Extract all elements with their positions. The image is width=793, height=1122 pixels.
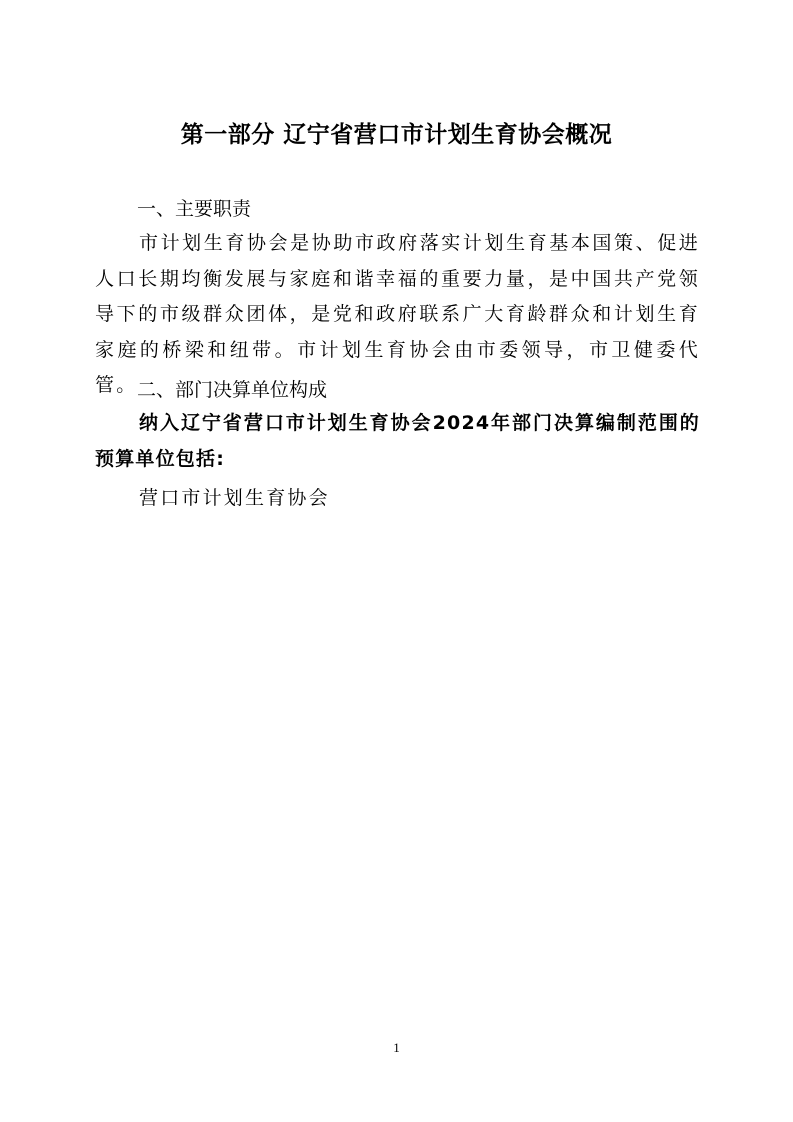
document-title: 第一部分 辽宁省营口市计划生育协会概况 [180, 122, 613, 148]
section-heading-unit-composition: 二、部门决算单位构成 [137, 379, 328, 401]
main-duties-paragraph: 市计划生育协会是协助市政府落实计划生育基本国策、促进人口长期均衡发展与家庭和谐幸福的重要力量，是中国共产党领导下的市级群众团体，是党和政府联系广大育龄群众和计划生育家庭的桥梁和纽带。市计划生育协会由市委领导，市卫健委代管。 [95, 232, 700, 396]
page-number: 1 [393, 1040, 400, 1055]
unit-composition-paragraph: 纳入辽宁省营口市计划生育协会2024年部门决算编制范围的预算单位包括: [95, 412, 700, 470]
budget-unit-name: 营口市计划生育协会 [139, 487, 330, 509]
section-heading-main-duties: 一、主要职责 [137, 198, 252, 220]
